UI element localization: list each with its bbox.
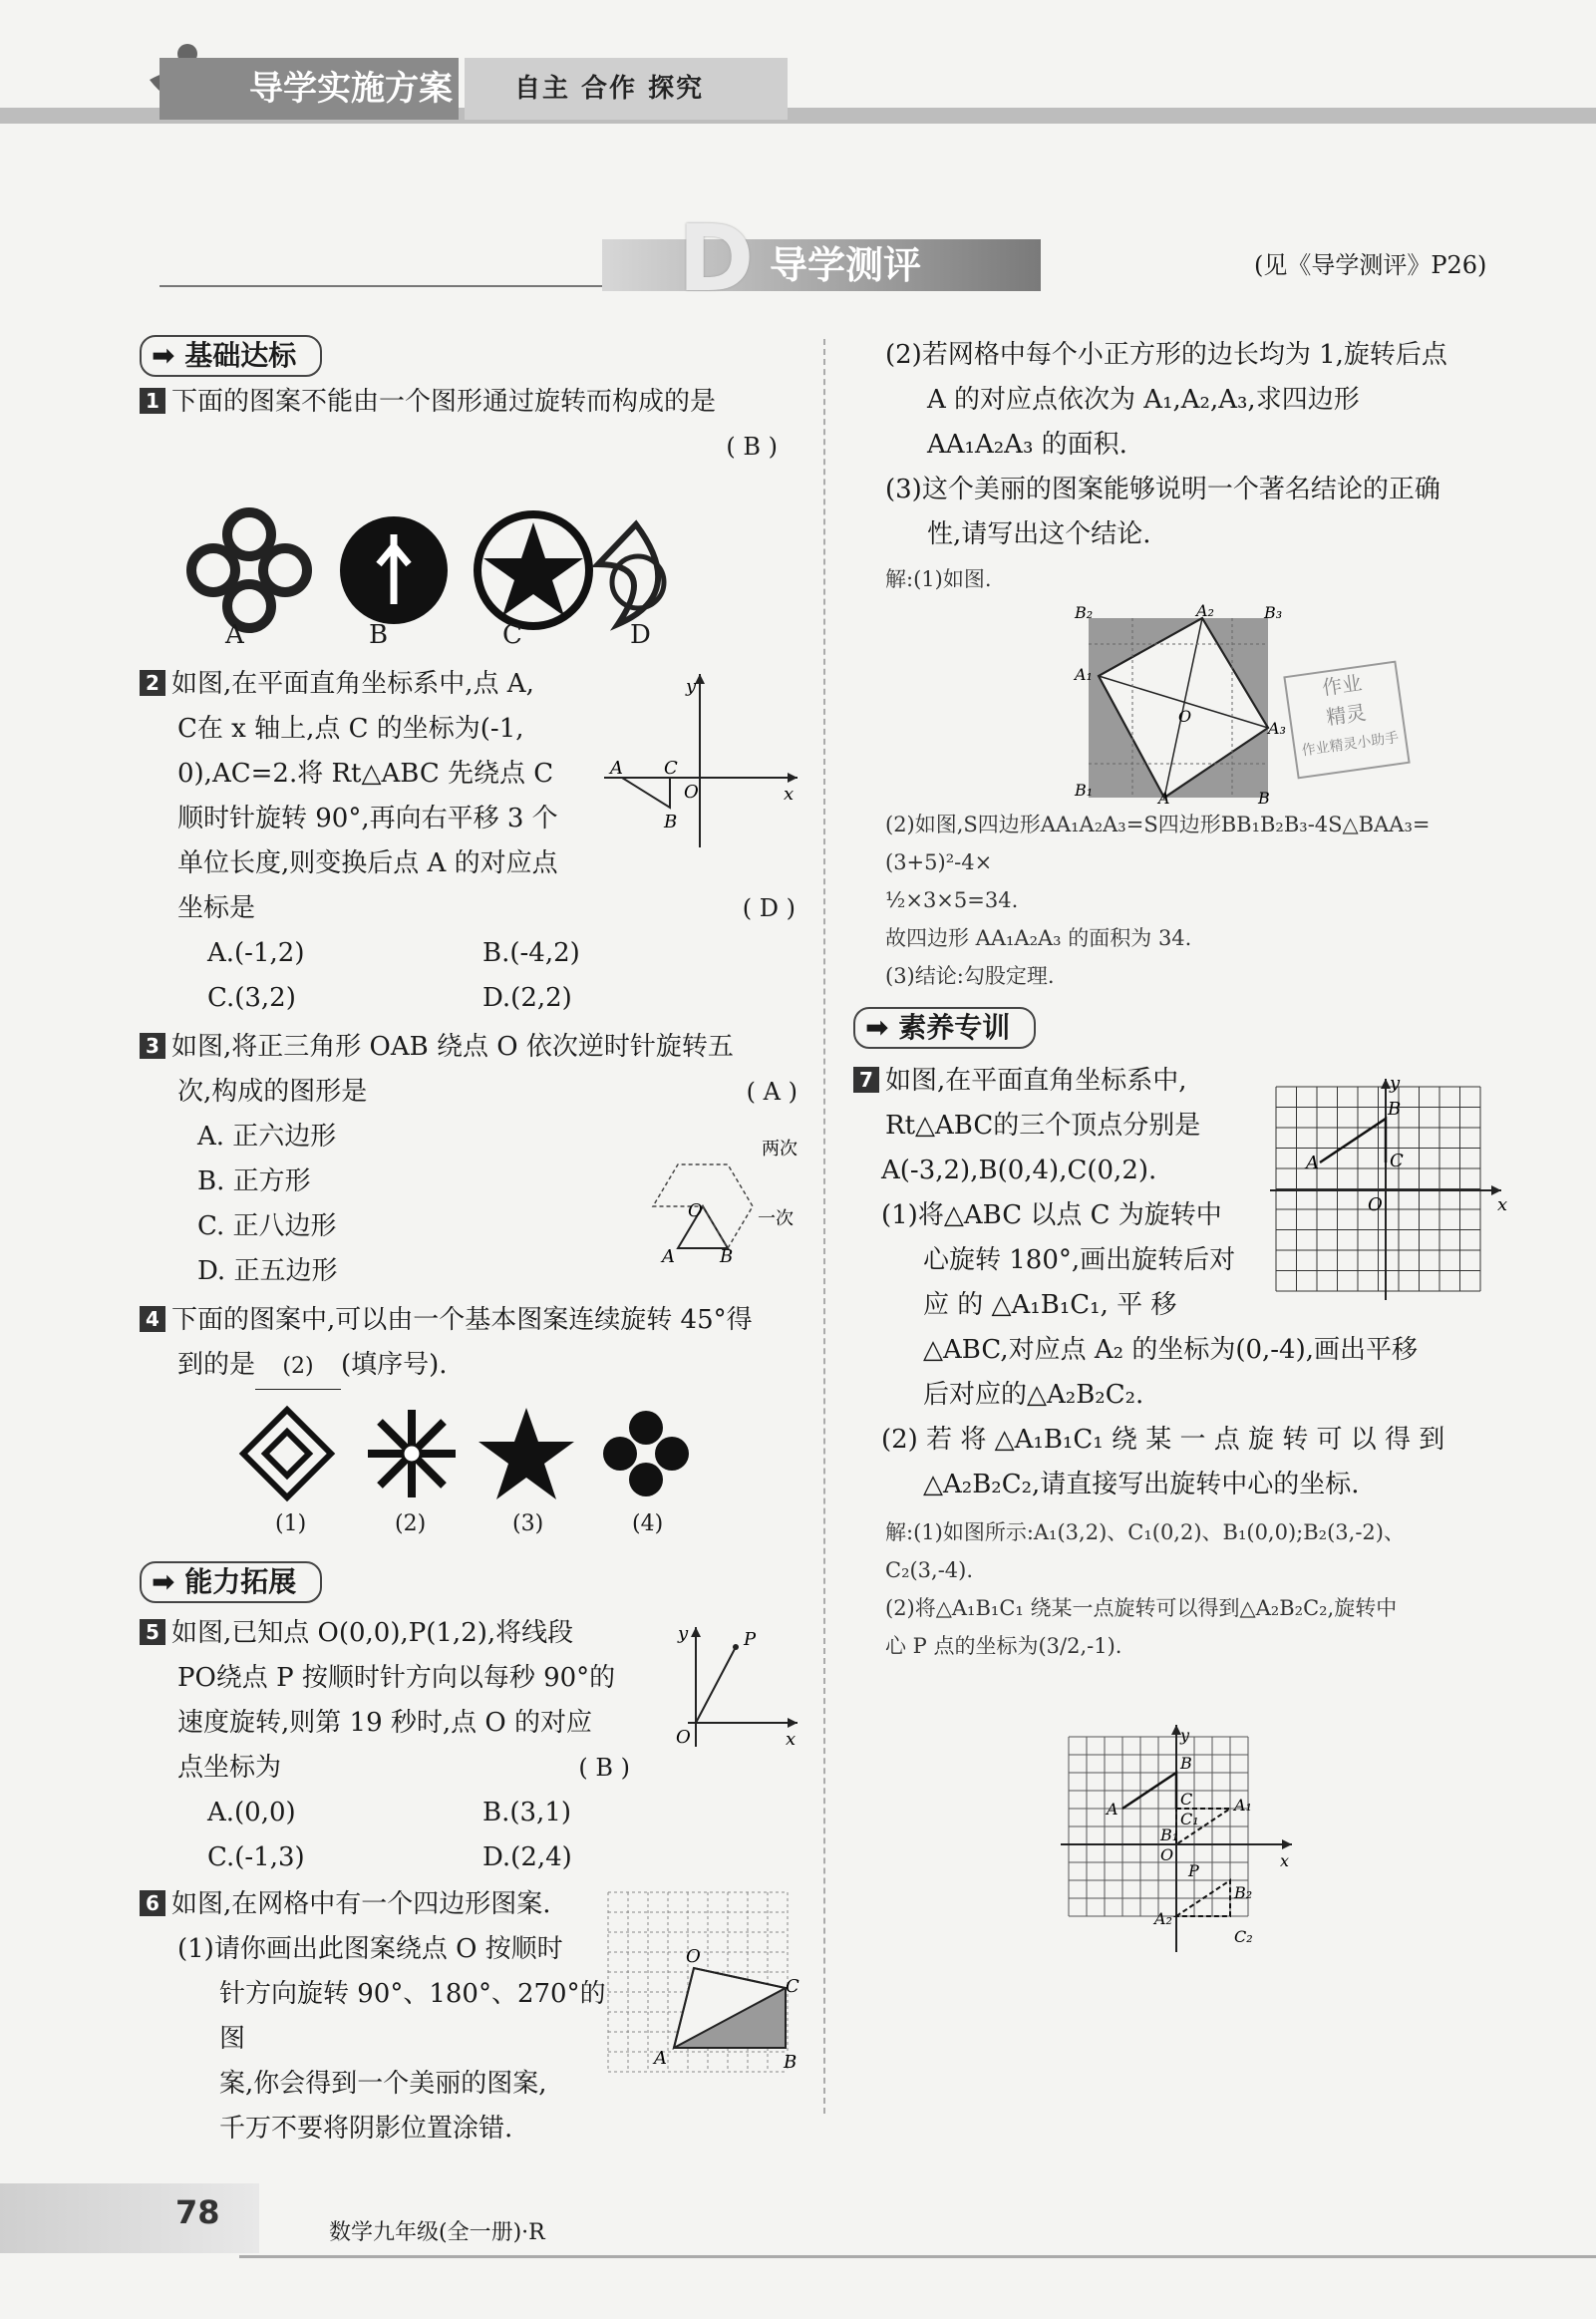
column-divider <box>823 339 825 2114</box>
q2-figure <box>598 668 807 857</box>
svg-text:O: O <box>686 1946 701 1967</box>
q1-figure-d <box>598 524 664 624</box>
q6-figure <box>604 1888 799 2078</box>
q6-solution-figure <box>1073 601 1286 808</box>
q7: 7 如图,在平面直角坐标系中, Rt△ABC的三个顶点分别是 A(-3,2),B(0,4),C(0,2). (1)将△ABC 以点 C 为旋转中 心旋转 180°,画出旋转后对 应 的 △A₁B₁C₁, 平 移 <box>853 1059 1292 1328</box>
left-column <box>140 335 778 470</box>
q2-tail: 坐标是 ( D ) A.(-1,2) B.(-4,2) C.(3,2) D.(2,2) <box>177 893 796 1013</box>
svg-text:x: x <box>786 1729 797 1750</box>
svg-text:A: A <box>1306 1153 1319 1173</box>
q7-solution: 解:(1)如图所示:A₁(3,2)、C₁(0,2)、B₁(0,0);B₂(3,-2)、 C₂(3,-4). (2)将△A₁B₁C₁ 绕某一点旋转可以得到△A₂B₂C₂,旋转中 心 P 点的坐标为(3/2,-1). <box>885 1520 1405 1658</box>
svg-text:A₁: A₁ <box>1234 1796 1252 1815</box>
q5-options: A.(0,0) B.(3,1) C.(-1,3) D.(2,4) <box>207 1798 572 1872</box>
svg-text:C₁: C₁ <box>1180 1810 1199 1828</box>
svg-text:A: A <box>1158 789 1170 808</box>
footer-line <box>239 2255 1596 2258</box>
section-letter: D <box>678 205 755 312</box>
q6-solution-1: 解:(1)如图. <box>885 567 992 591</box>
header-tags: 自主 合作 探究 <box>465 58 788 120</box>
svg-text:y: y <box>678 1623 689 1644</box>
svg-text:x: x <box>1497 1194 1508 1215</box>
svg-text:B₂: B₂ <box>1075 603 1094 622</box>
q2: 2 如图,在平面直角坐标系中,点 A, C在 x 轴上,点 C 的坐标为(-1, 0),AC=2.将 Rt△ABC 先绕点 C 顺时针旋转 90°,再向右平移 3 个 单位长度,则变换后点 A 的对应点 <box>140 662 598 886</box>
svg-text:C: C <box>664 758 678 779</box>
svg-text:C: C <box>1180 1790 1193 1809</box>
svg-text:B₁: B₁ <box>1160 1825 1179 1844</box>
svg-text:B₁: B₁ <box>1075 781 1094 800</box>
svg-text:O: O <box>1368 1194 1383 1215</box>
q1: 1 下面的图案不能由一个图形通过旋转而构成的是 <box>140 380 778 425</box>
svg-text:B: B <box>1388 1099 1402 1120</box>
svg-text:C: C <box>786 1976 799 1997</box>
q7-solution-figure <box>1057 1721 1296 1960</box>
svg-text:B₃: B₃ <box>1264 603 1283 622</box>
q1-figures <box>189 495 648 654</box>
q4-answer-blank: (2) <box>255 1344 341 1390</box>
arrow-icon: ➡ <box>152 339 185 372</box>
svg-text:两次: 两次 <box>762 1139 798 1160</box>
svg-text:y: y <box>1390 1073 1401 1094</box>
literacy-section <box>853 1007 1491 1052</box>
svg-text:x: x <box>784 784 795 805</box>
svg-text:O: O <box>1160 1845 1174 1864</box>
svg-text:A₃: A₃ <box>1268 719 1286 738</box>
svg-text:B: B <box>1180 1754 1192 1773</box>
svg-text:A: A <box>610 758 623 779</box>
section-title: 导学测评 <box>770 243 922 287</box>
page-number: 78 <box>175 2193 220 2231</box>
svg-text:一次: 一次 <box>758 1208 794 1229</box>
q3: 3 如图,将正三角形 OAB 绕点 O 依次逆时针旋转五 次,构成的图形是 ( A ) A. 正六边形 B. 正方形 C. 正八边形 D. 正五边形 <box>140 1025 798 1294</box>
svg-text:P: P <box>1188 1861 1199 1880</box>
svg-text:A₂: A₂ <box>1196 601 1214 620</box>
subhead-literacy: ➡ 素养专训 <box>853 1007 1036 1049</box>
svg-text:A₂: A₂ <box>1154 1909 1172 1928</box>
q4-figures <box>237 1404 706 1513</box>
q7-continued: △ABC,对应点 A₂ 的坐标为(0,-4),画出平移 后对应的△A₂B₂C₂. (2) 若 将 △A₁B₁C₁ 绕 某 一 点 旋 转 可 以 得 到 △A₂B₂C₂,请直接写出旋转中心的坐标. <box>881 1335 1445 1499</box>
q4: 4 下面的图案中,可以由一个基本图案连续旋转 45°得 到的是 (2) (填序号). <box>140 1298 798 1390</box>
svg-text:C: C <box>1390 1151 1404 1171</box>
svg-text:A: A <box>1107 1800 1118 1819</box>
svg-text:O: O <box>688 1200 703 1221</box>
svg-text:O: O <box>684 782 699 803</box>
svg-text:C₂: C₂ <box>1234 1927 1253 1946</box>
svg-text:B: B <box>664 812 678 832</box>
svg-text:A₁: A₁ <box>1075 665 1093 684</box>
header-series: 导学实施方案 <box>160 58 459 120</box>
q5-figure <box>668 1621 807 1751</box>
svg-text:x: x <box>1280 1851 1290 1870</box>
q6-solution-2: (2)如图,S四边形AA₁A₂A₃=S四边形BB₁B₂B₃-4S△BAA₃=(3+5)²-4× ½×3×5=34. 故四边形 AA₁A₂A₃ 的面积为 34. (3)结论:勾股定理. <box>885 813 1431 988</box>
svg-text:y: y <box>1180 1726 1190 1745</box>
svg-text:O: O <box>676 1727 691 1748</box>
q1-answer: ( B ) <box>726 433 778 461</box>
arrow-icon: ➡ <box>152 1565 185 1598</box>
section-reference: (见《导学测评》P26) <box>1254 251 1487 279</box>
q1-figure-c <box>478 514 589 626</box>
q5: 5 如图,已知点 O(0,0),P(1,2),将线段 PO绕点 P 按顺时针方向以每秒 90°的 速度旋转,则第 19 秒时,点 O 的对应 点坐标为 ( B ) <box>140 1611 638 1791</box>
svg-text:B: B <box>1258 789 1270 808</box>
svg-text:O: O <box>1178 707 1192 726</box>
svg-text:B: B <box>784 2052 798 2073</box>
q6-continued: (2)若网格中每个小正方形的边长均为 1,旋转后点 A 的对应点依次为 A₁,A₂,A₃,求四边形 AA₁A₂A₃ 的面积. (3)这个美丽的图案能够说明一个著名结论的正确 性,请写出这个结论. <box>885 340 1447 549</box>
svg-text:P: P <box>744 1629 757 1650</box>
subhead-ext: ➡ 能力拓展 <box>140 1561 322 1603</box>
svg-text:y: y <box>686 676 697 697</box>
svg-text:B₂: B₂ <box>1234 1883 1253 1902</box>
ext-section <box>140 1561 778 1606</box>
arrow-icon: ➡ <box>865 1011 899 1044</box>
footer-tab <box>0 2183 259 2253</box>
q7-figure <box>1266 1075 1515 1314</box>
subhead-basic: ➡ 基础达标 <box>140 335 322 377</box>
q1-figure-a <box>191 512 307 628</box>
svg-text:A: A <box>662 1246 675 1267</box>
svg-text:B: B <box>720 1246 734 1267</box>
q1-figure-b <box>340 516 448 624</box>
stamp-watermark: 作业 精灵 作业精灵小助手 <box>1283 661 1410 780</box>
q3-figure <box>648 1121 807 1270</box>
q6: 6 如图,在网格中有一个四边形图案. (1)请你画出此图案绕点 O 按顺时 针方向旋转 90°、180°、270°的图 案,你会得到一个美丽的图案, 千万不要将阴影位置涂错. <box>140 1882 618 2152</box>
svg-text:A: A <box>654 2048 667 2069</box>
book-title: 数学九年级(全一册)·R <box>329 2220 545 2245</box>
